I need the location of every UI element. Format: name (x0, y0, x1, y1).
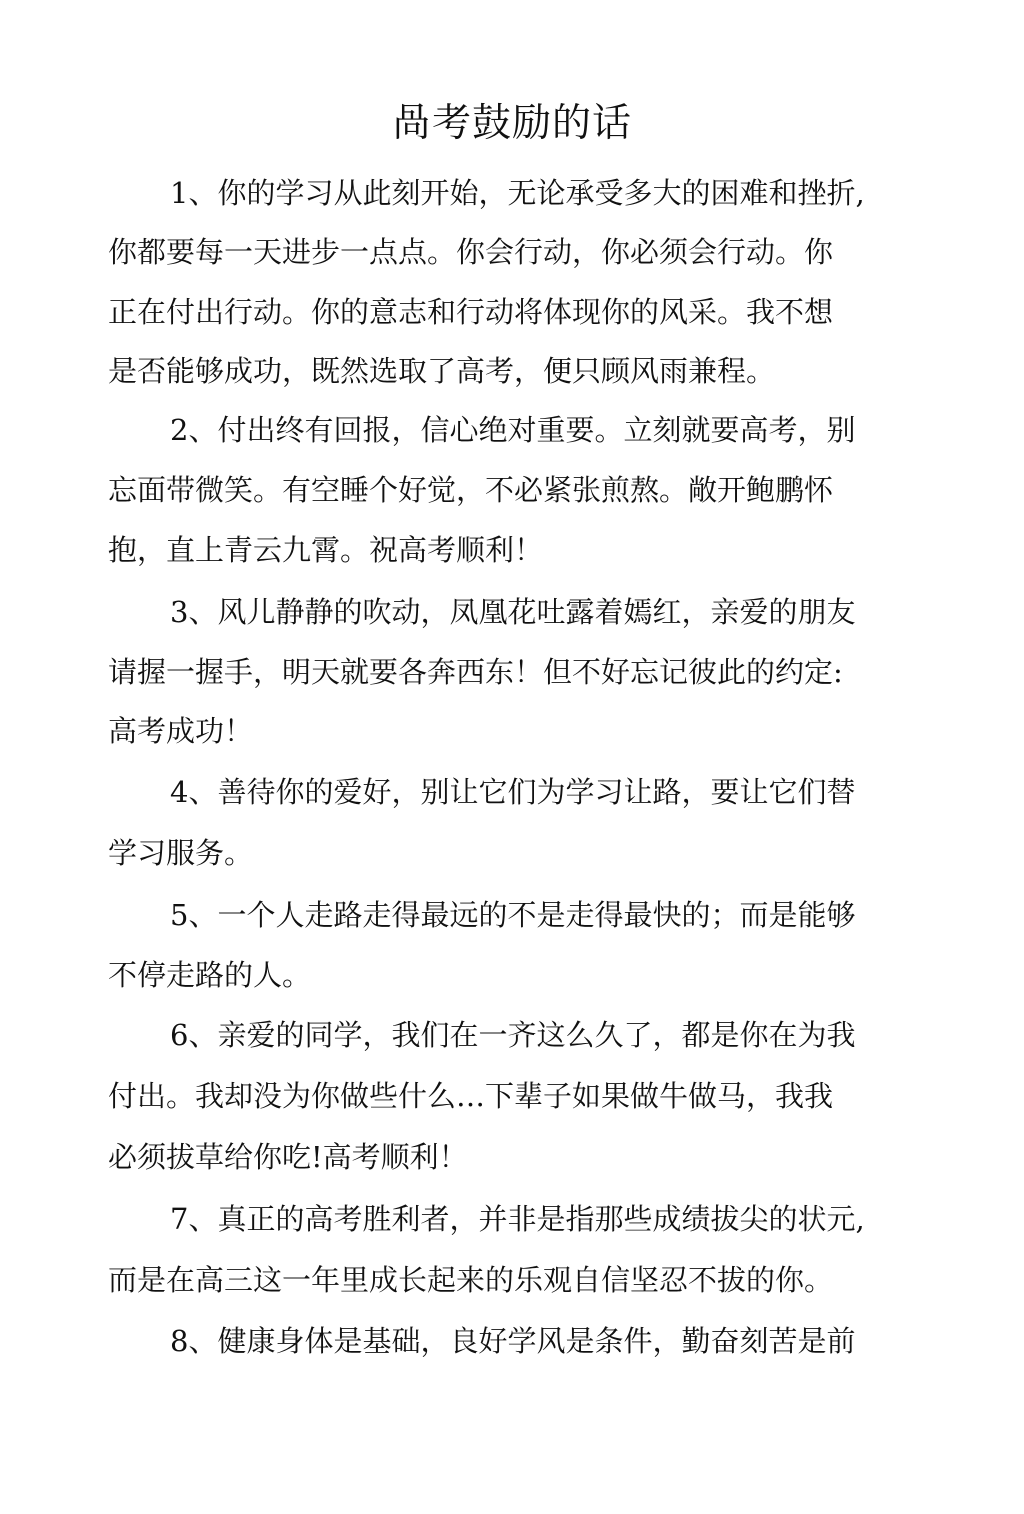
paragraph-6-line-3: 必须拔草给你吃!高考顺利！ (108, 1140, 468, 1174)
paragraph-2-line-3: 抱，直上青云九霄。祝高考顺利！ (108, 533, 544, 567)
paragraph-3-line-1: 3、风儿静静的吹动，凤凰花吐露着嫣红，亲爱的朋友 (170, 595, 856, 629)
paragraph-1-line-4: 是否能够成功，既然选取了高考，便只顾风雨兼程。 (108, 354, 776, 388)
paragraph-3-line-3: 高考成功！ (108, 714, 254, 748)
paragraph-8-line-1: 8、健康身体是基础，良好学风是条件，勤奋刻苦是前 (170, 1324, 856, 1358)
paragraph-5-line-2: 不停走路的人。 (108, 958, 312, 992)
document-title: 咼考鼓励的话 (391, 101, 632, 146)
paragraph-5-line-1: 5、一个人走路走得最远的不是走得最快的；而是能够 (170, 898, 856, 932)
paragraph-2-line-2: 忘面带微笑。有空睡个好觉，不必紧张煎熬。敞开鲍鹏怀 (108, 473, 834, 507)
paragraph-6-line-1: 6、亲爱的同学，我们在一齐这么久了，都是你在为我 (170, 1018, 856, 1052)
paragraph-3-line-2: 请握一握手，明天就要各奔西东！但不好忘记彼此的约定: (108, 655, 843, 689)
paragraph-7-line-2: 而是在高三这一年里成长起来的乐观自信坚忍不拔的你。 (108, 1263, 834, 1297)
paragraph-2-line-1: 2、付出终有回报，信心绝对重要。立刻就要高考，别 (170, 413, 856, 447)
paragraph-1-line-1: 1、你的学习从此刻开始，无论承受多大的困难和挫折, (170, 176, 865, 210)
paragraph-1-line-2: 你都要每一天进步一点点。你会行动，你必须会行动。你 (108, 235, 834, 269)
paragraph-7-line-1: 7、真正的高考胜利者，并非是指那些成绩拔尖的状元, (170, 1202, 865, 1236)
paragraph-1-line-3: 正在付出行动。你的意志和行动将体现你的风采。我不想 (108, 295, 834, 329)
paragraph-4-line-2: 学习服务。 (108, 836, 254, 870)
paragraph-6-line-2: 付出。我却没为你做些什么…下辈子如果做牛做马，我我 (108, 1079, 834, 1113)
paragraph-4-line-1: 4、善待你的爱好，别让它们为学习让路，要让它们替 (170, 775, 856, 809)
